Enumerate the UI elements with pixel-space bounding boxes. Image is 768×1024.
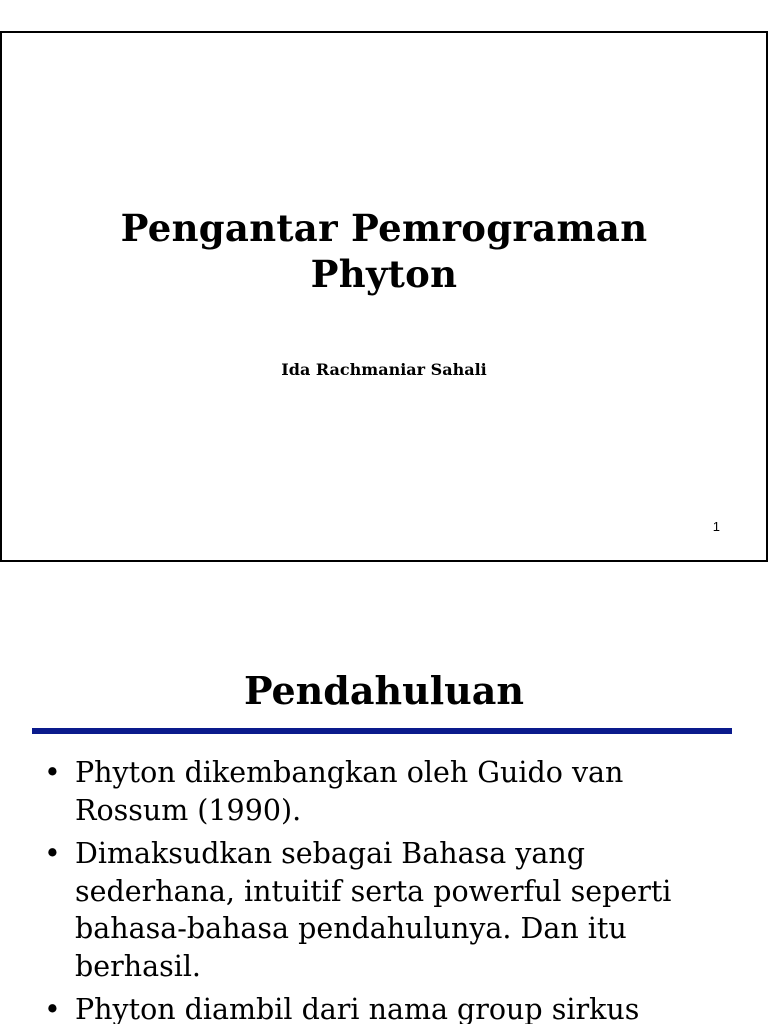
author-name: Ida Rachmaniar Sahali — [281, 360, 487, 379]
slide-title-line-2: Phyton — [310, 252, 458, 296]
bullet-icon: • — [44, 993, 61, 1024]
heading-divider — [32, 728, 732, 734]
slide-title-line-1: Pengantar Pemrograman — [120, 206, 648, 250]
bullet-line: Phyton diambil dari nama group sirkus — [75, 993, 640, 1024]
slide-number: 1 — [712, 519, 720, 534]
bullet-line: berhasil. — [75, 949, 201, 983]
bullet-item — [44, 754, 744, 829]
bullet-icon: • — [44, 837, 61, 870]
slide-title — [2, 205, 766, 297]
title-slide — [0, 31, 768, 562]
bullet-icon: • — [44, 756, 61, 789]
bullet-line: sederhana, intuitif serta powerful seperti — [75, 874, 672, 908]
bullet-line: Dimaksudkan sebagai Bahasa yang — [75, 837, 585, 870]
bullet-list — [44, 754, 744, 1024]
bullet-line: bahasa-bahasa pendahulunya. Dan itu — [75, 912, 627, 945]
bullet-line: Rossum (1990). — [75, 793, 302, 827]
bullet-item — [44, 835, 744, 985]
bullet-line: Phyton dikembangkan oleh Guido van — [75, 756, 624, 789]
section-heading: Pendahuluan — [243, 668, 525, 713]
bullet-item — [44, 991, 744, 1024]
